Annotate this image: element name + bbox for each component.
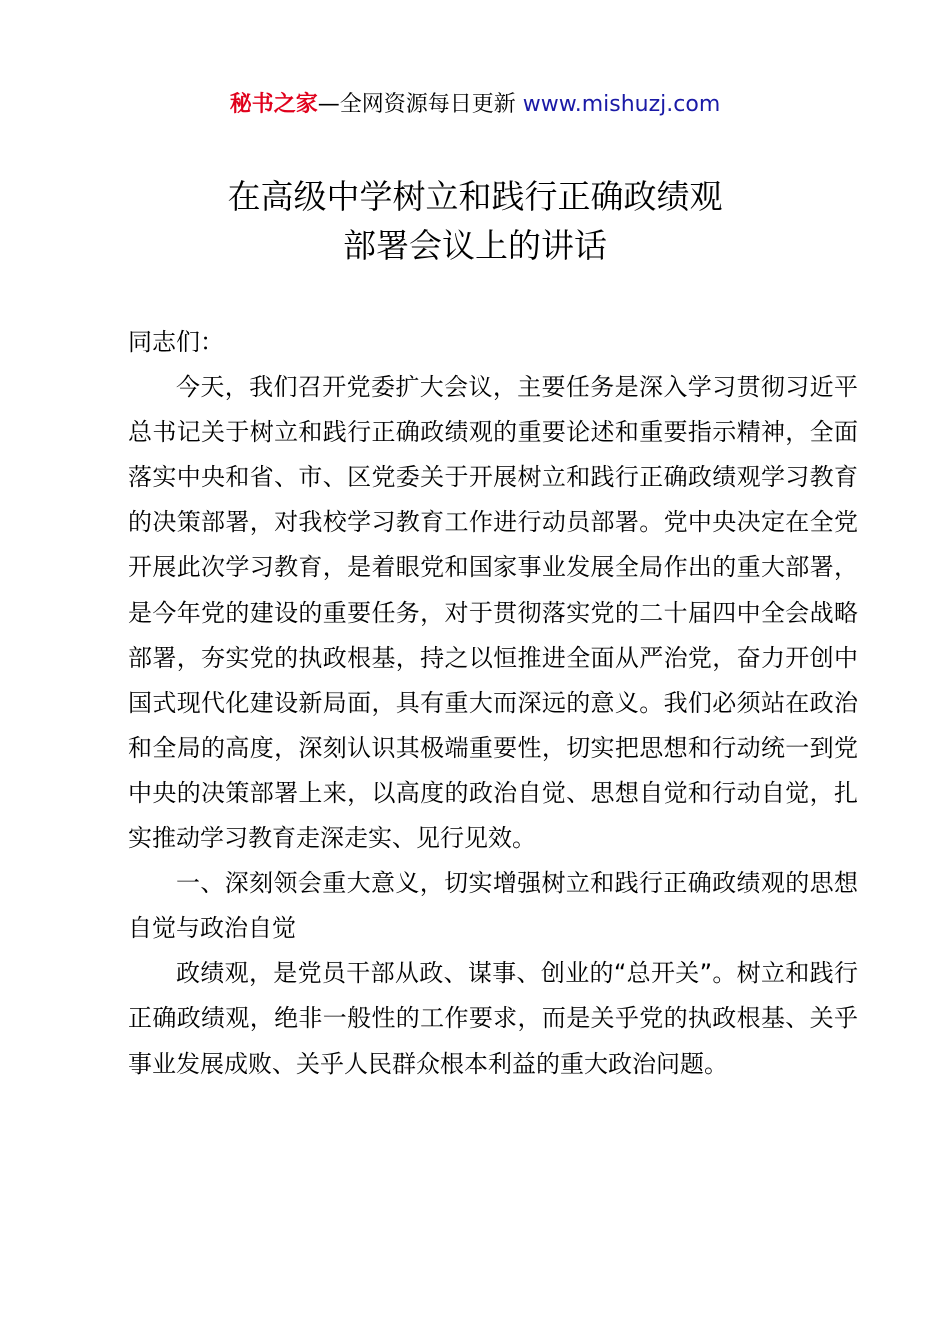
section-heading-1: 一、深刻领会重大意义，切实增强树立和践行正确政绩观的思想自觉与政治自觉 <box>128 869 858 943</box>
document-body <box>128 320 858 1087</box>
salutation: 同志们： <box>128 328 224 356</box>
header-tagline: —全网资源每日更新 <box>317 92 523 117</box>
document-title-line-1: 在高级中学树立和践行正确政绩观 <box>227 177 723 216</box>
document-title-line-2: 部署会议上的讲话 <box>343 226 607 265</box>
site-header <box>0 88 950 122</box>
header-url[interactable]: www.mishuzj.com <box>522 92 721 117</box>
paragraph-section-1: 政绩观，是党员干部从政、谋事、创业的“总开关”。树立和践行正确政绩观，绝非一般性的工作要求，而是关乎党的执政根基、关乎事业发展成败、关乎人民群众根本利益的重大政治问题。 <box>128 959 858 1078</box>
paragraph-intro: 今天，我们召开党委扩大会议，主要任务是深入学习贯彻习近平总书记关于树立和践行正确政绩观的重要论述和重要指示精神，全面落实中央和省、市、区党委关于开展树立和践行正确政绩观学习教育的决策部署，对我校学习教育工作进行动员部署。党中央决定在全党开展此次学习教育，是着眼党和国家事业发展全局作出的重大部署，是今年党的建设的重要任务，对于贯彻落实党的二十届四中全会战略部署，夯实党的执政根基，持之以恒推进全面从严治党，奋力开创中国式现代化建设新局面，具有重大而深远的意义。我们必须站在政治和全局的高度，深刻认识其极端重要性，切实把思想和行动统一到党中央的决策部署上来，以高度的政治自觉、思想自觉和行动自觉，扎实推动学习教育走深走实、见行见效。 <box>128 373 858 853</box>
brand-name: 秘书之家 <box>229 92 318 117</box>
